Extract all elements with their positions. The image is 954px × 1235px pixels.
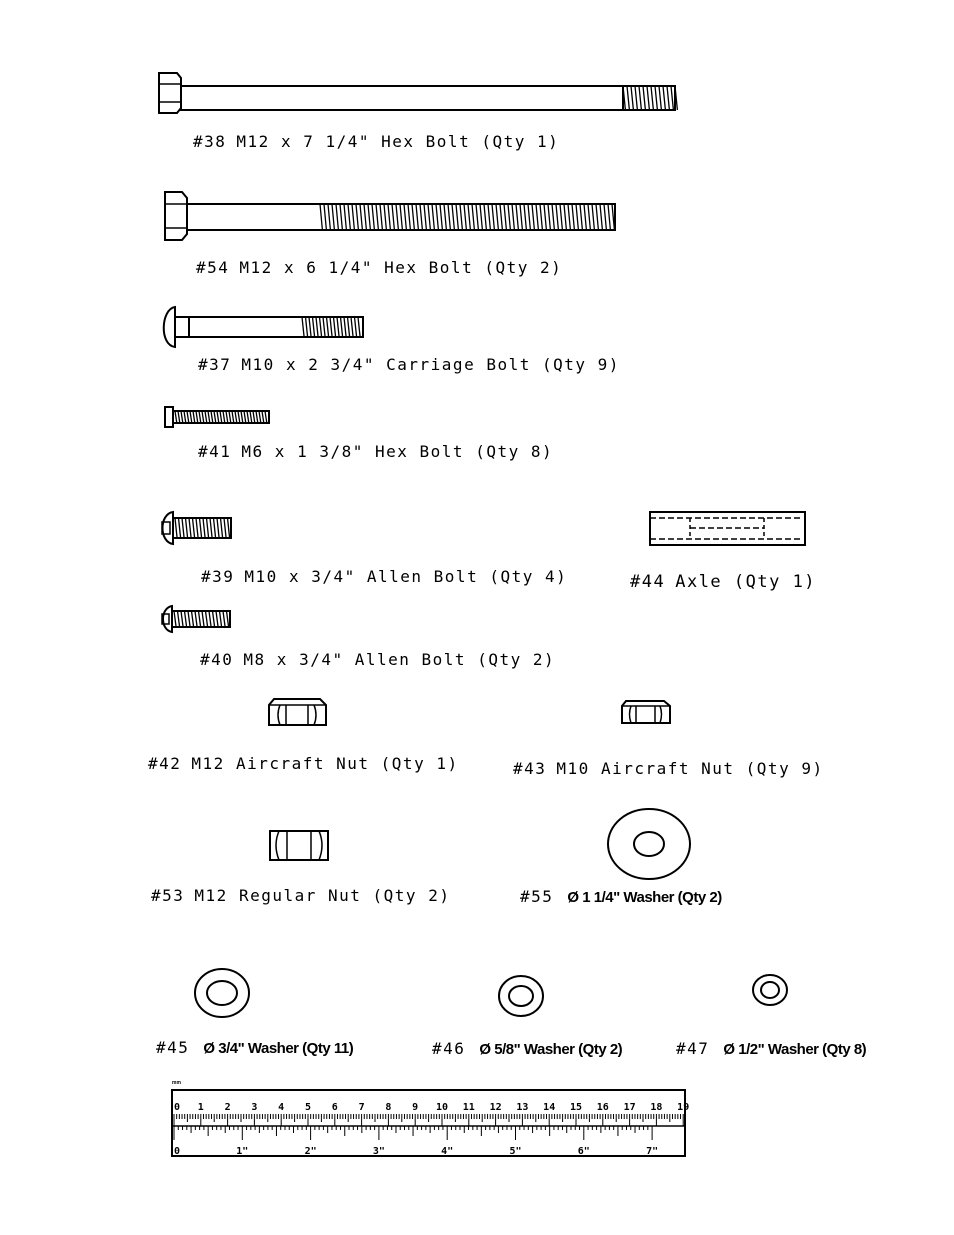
ruler-unit-label: mm xyxy=(172,1080,181,1086)
cm-tick-label: 5 xyxy=(304,1102,312,1113)
part-number: #53 xyxy=(151,886,185,905)
part-number: #43 xyxy=(513,759,547,778)
cm-tick-label: 0 xyxy=(174,1102,181,1113)
part-description: M8 x 3/4" Allen Bolt (Qty 2) xyxy=(243,650,556,669)
inch-tick-label: 1" xyxy=(236,1146,249,1157)
washer-45-drawing xyxy=(192,966,254,1020)
part-description: M12 x 6 1/4" Hex Bolt (Qty 2) xyxy=(239,258,563,277)
carriage-bolt-37-drawing xyxy=(157,305,367,350)
cm-tick-label: 9 xyxy=(412,1102,419,1113)
part-44-label xyxy=(630,572,816,592)
part-number: #45 xyxy=(156,1038,190,1057)
cm-tick-label: 17 xyxy=(623,1102,636,1113)
hex-bolt-38-drawing xyxy=(155,70,685,120)
cm-tick-label: 16 xyxy=(596,1102,609,1113)
part-number: #42 xyxy=(148,754,182,773)
part-description: M12 x 7 1/4" Hex Bolt (Qty 1) xyxy=(236,132,560,151)
cm-tick-label: 6 xyxy=(331,1102,338,1113)
inch-tick-label: 4" xyxy=(441,1146,454,1157)
part-number: #55 xyxy=(520,887,554,906)
cm-tick-label: 10 xyxy=(435,1102,449,1113)
part-43-label xyxy=(513,759,824,778)
cm-tick-label: 2 xyxy=(224,1102,231,1113)
hex-bolt-54-drawing xyxy=(162,190,622,245)
allen-bolt-39-drawing xyxy=(157,510,237,550)
part-54-label xyxy=(196,258,562,277)
regular-nut-53-drawing xyxy=(267,828,333,864)
cm-tick-label: 4 xyxy=(278,1102,285,1113)
part-description: M10 Aircraft Nut (Qty 9) xyxy=(556,759,824,778)
aircraft-nut-43-drawing xyxy=(619,699,673,727)
cm-tick-label: 18 xyxy=(650,1102,663,1113)
allen-bolt-40-drawing xyxy=(157,604,237,636)
part-description: M6 x 1 3/8" Hex Bolt (Qty 8) xyxy=(241,442,554,461)
part-number: #39 xyxy=(201,567,235,586)
inch-tick-label: 5" xyxy=(509,1146,522,1157)
cm-tick-label: 3 xyxy=(251,1102,258,1113)
part-39-label xyxy=(201,567,567,586)
inch-tick-label: 7" xyxy=(646,1146,659,1157)
part-53-label xyxy=(151,886,450,905)
part-description: M10 x 3/4" Allen Bolt (Qty 4) xyxy=(244,567,568,586)
hex-bolt-41-drawing xyxy=(163,405,273,430)
part-description: M12 Regular Nut (Qty 2) xyxy=(194,886,451,905)
part-description: Ø 3/4" Washer (Qty 11) xyxy=(203,1040,354,1057)
ruler xyxy=(170,1088,688,1160)
washer-47-drawing xyxy=(751,972,791,1008)
inch-tick-label: 2" xyxy=(304,1146,317,1157)
part-number: #37 xyxy=(198,355,232,374)
inch-tick-label: 3" xyxy=(372,1146,385,1157)
part-37-label xyxy=(198,355,620,374)
washer-46-drawing xyxy=(496,974,546,1018)
part-42-label xyxy=(148,754,459,773)
cm-tick-label: 1 xyxy=(197,1102,204,1113)
cm-tick-label: 12 xyxy=(489,1102,502,1113)
part-description: Axle (Qty 1) xyxy=(675,572,817,592)
part-number: #47 xyxy=(676,1039,710,1058)
part-description: Ø 5/8" Washer (Qty 2) xyxy=(479,1041,623,1058)
part-55-label xyxy=(520,887,722,906)
cm-tick-label: 19 xyxy=(677,1102,690,1113)
part-number: #40 xyxy=(200,650,234,669)
washer-55-drawing xyxy=(604,806,694,882)
axle-44-drawing xyxy=(648,510,808,548)
aircraft-nut-42-drawing xyxy=(266,697,330,729)
part-number: #46 xyxy=(432,1039,466,1058)
part-46-label xyxy=(432,1039,622,1058)
part-description: M12 Aircraft Nut (Qty 1) xyxy=(191,754,459,773)
cm-tick-label: 7 xyxy=(358,1102,365,1113)
part-description: M10 x 2 3/4" Carriage Bolt (Qty 9) xyxy=(241,355,620,374)
part-number: #54 xyxy=(196,258,230,277)
part-number: #41 xyxy=(198,442,232,461)
inch-tick-label: 6" xyxy=(577,1146,590,1157)
part-38-label xyxy=(193,132,559,151)
part-number: #44 xyxy=(630,572,666,592)
part-description: Ø 1 1/4" Washer (Qty 2) xyxy=(567,889,722,906)
cm-tick-label: 15 xyxy=(569,1102,583,1113)
cm-tick-label: 13 xyxy=(516,1102,529,1113)
part-40-label xyxy=(200,650,555,669)
cm-tick-label: 8 xyxy=(385,1102,392,1113)
part-47-label xyxy=(676,1039,866,1058)
part-41-label xyxy=(198,442,553,461)
cm-tick-label: 11 xyxy=(462,1102,475,1113)
part-description: Ø 1/2" Washer (Qty 8) xyxy=(723,1041,867,1058)
part-45-label xyxy=(156,1038,353,1057)
part-number: #38 xyxy=(193,132,227,151)
cm-tick-label: 14 xyxy=(543,1102,556,1113)
inch-tick-label: 0 xyxy=(174,1146,181,1157)
